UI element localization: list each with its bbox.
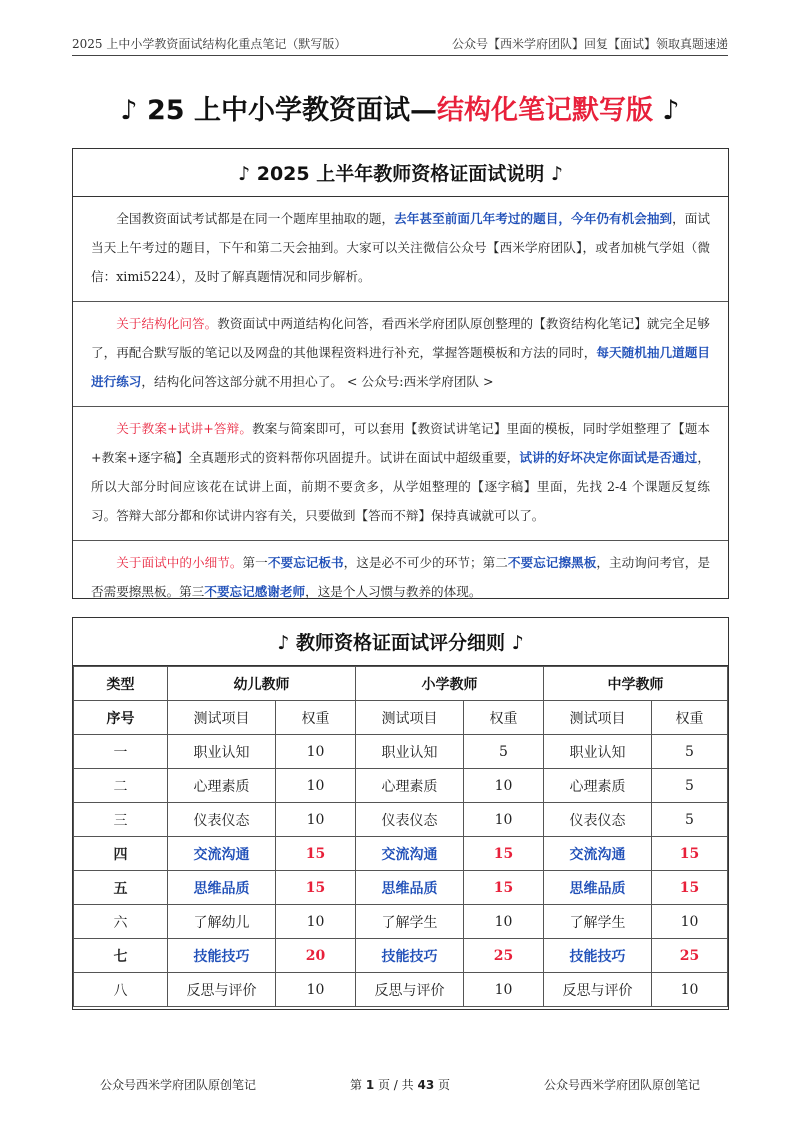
scoring-rules-box bbox=[72, 617, 729, 1010]
row-weight: 10 bbox=[276, 769, 356, 803]
intro-highlight: 去年甚至前面几年考过的题目，今年仍有机会抽到 bbox=[394, 211, 673, 226]
row-seq: 六 bbox=[74, 905, 168, 939]
row-item: 交流沟通 bbox=[381, 846, 438, 863]
row-item: 思维品质 bbox=[569, 880, 626, 897]
page-footer bbox=[100, 1076, 700, 1093]
structured-qa-text-c: ，结构化问答这部分就不用担心了。 < 公众号:西米学府团队 > bbox=[141, 374, 494, 389]
row-weight: 15 bbox=[493, 845, 514, 862]
row-item: 职业认知 bbox=[544, 735, 652, 769]
details-lead: 关于面试中的小细节。 bbox=[116, 555, 243, 570]
row-weight: 15 bbox=[305, 845, 326, 862]
row-weight: 5 bbox=[652, 769, 728, 803]
details-text-d: ，主动询问考官，是否需要擦黑板。第三 bbox=[91, 555, 711, 599]
page-current: 1 bbox=[365, 1078, 375, 1092]
row-weight: 10 bbox=[276, 735, 356, 769]
structured-qa-paragraph bbox=[73, 302, 728, 407]
row-item-cell bbox=[356, 871, 464, 905]
row-weight: 20 bbox=[305, 947, 326, 964]
details-text-e: ，这是个人习惯与教养的体现。 bbox=[305, 584, 482, 599]
row-item-cell bbox=[168, 837, 276, 871]
footer-right-text: 公众号西米学府团队原创笔记 bbox=[543, 1078, 700, 1092]
row-item: 技能技巧 bbox=[381, 948, 438, 965]
item-header: 测试项目 bbox=[544, 701, 652, 735]
details-highlight-3: 不要忘记感谢老师 bbox=[204, 584, 306, 599]
structured-qa-lead: 关于结构化问答。 bbox=[116, 316, 218, 331]
item-header: 测试项目 bbox=[168, 701, 276, 735]
row-item: 仪表仪态 bbox=[544, 803, 652, 837]
row-weight-cell bbox=[276, 939, 356, 973]
row-item: 交流沟通 bbox=[193, 846, 250, 863]
row-seq: 七 bbox=[74, 939, 168, 973]
row-item: 仪表仪态 bbox=[168, 803, 276, 837]
item-header: 测试项目 bbox=[356, 701, 464, 735]
table-row bbox=[74, 939, 728, 973]
lesson-plan-text-c: ，所以大部分时间应该花在试讲上面，前期不要贪多，从学姐整理的【逐字稿】里面，先找 2-4 个课题反复练习。答辩大部分都和你试讲内容有关，只要做到【答而不辩】保持真诚就可以了。 bbox=[91, 450, 710, 523]
row-item: 技能技巧 bbox=[569, 948, 626, 965]
row-item-cell bbox=[356, 837, 464, 871]
page-pre: 第 bbox=[349, 1078, 366, 1092]
row-weight: 5 bbox=[652, 803, 728, 837]
primary-header: 小学教师 bbox=[356, 667, 544, 701]
instructions-title: ♪ 2025 上半年教师资格证面试说明 ♪ bbox=[73, 149, 728, 197]
row-item: 心理素质 bbox=[356, 769, 464, 803]
intro-text-c: ，面试当天上午考过的题目，下午和第二天会抽到。大家可以关注微信公众号【西米学府团队】，或者加桃气学姐（微信：ximi5224），及时了解真题情况和同步解析。 bbox=[91, 211, 711, 284]
row-item: 反思与评价 bbox=[168, 973, 276, 1007]
title-suffix: ♪ bbox=[652, 95, 680, 126]
row-weight: 10 bbox=[464, 769, 544, 803]
row-weight: 15 bbox=[305, 879, 326, 896]
title-highlight: 结构化笔记默写版 bbox=[436, 95, 653, 126]
row-seq: 八 bbox=[74, 973, 168, 1007]
page-header bbox=[72, 36, 728, 56]
row-weight: 10 bbox=[652, 973, 728, 1007]
row-item-cell bbox=[544, 939, 652, 973]
table-row bbox=[74, 905, 728, 939]
row-weight-cell bbox=[652, 837, 728, 871]
details-paragraph bbox=[73, 541, 728, 616]
row-weight-cell bbox=[464, 837, 544, 871]
intro-text-a: 全国教资面试考试都是在同一个题库里抽取的题， bbox=[116, 211, 395, 226]
row-weight: 5 bbox=[464, 735, 544, 769]
kindergarten-header: 幼儿教师 bbox=[168, 667, 356, 701]
row-item: 心理素质 bbox=[544, 769, 652, 803]
row-item: 思维品质 bbox=[193, 880, 250, 897]
row-item: 职业认知 bbox=[356, 735, 464, 769]
table-row bbox=[74, 803, 728, 837]
details-text-c: ，这是必不可少的环节；第二 bbox=[343, 555, 508, 570]
row-weight: 25 bbox=[493, 947, 514, 964]
table-row bbox=[74, 837, 728, 871]
footer-left-text: 公众号西米学府团队原创笔记 bbox=[100, 1078, 257, 1092]
row-weight: 25 bbox=[679, 947, 700, 964]
lesson-plan-paragraph bbox=[73, 407, 728, 541]
details-text-a: 第一 bbox=[242, 555, 268, 570]
middle-header: 中学教师 bbox=[544, 667, 728, 701]
exam-instructions-box bbox=[72, 148, 729, 599]
row-item-cell bbox=[168, 939, 276, 973]
details-highlight-2: 不要忘记擦黑板 bbox=[507, 555, 597, 570]
row-item: 了解学生 bbox=[544, 905, 652, 939]
structured-qa-highlight: 每天随机抽几道题目进行练习 bbox=[91, 345, 711, 389]
row-weight-cell bbox=[276, 837, 356, 871]
row-weight-cell bbox=[276, 871, 356, 905]
row-seq: 三 bbox=[74, 803, 168, 837]
row-weight: 15 bbox=[679, 879, 700, 896]
title-prefix: ♪ 25 上中小学教资面试— bbox=[120, 95, 437, 126]
lesson-plan-highlight: 试讲的好坏决定你面试是否通过 bbox=[519, 450, 698, 465]
row-seq: 二 bbox=[74, 769, 168, 803]
page-number bbox=[350, 1076, 450, 1093]
weight-header: 权重 bbox=[652, 701, 728, 735]
page-total: 43 bbox=[417, 1078, 435, 1092]
row-seq: 一 bbox=[74, 735, 168, 769]
row-item-cell bbox=[168, 871, 276, 905]
row-item: 思维品质 bbox=[381, 880, 438, 897]
row-weight-cell bbox=[464, 939, 544, 973]
row-seq: 四 bbox=[74, 837, 168, 871]
row-weight: 15 bbox=[493, 879, 514, 896]
weight-header: 权重 bbox=[276, 701, 356, 735]
row-weight: 10 bbox=[464, 973, 544, 1007]
table-row bbox=[74, 973, 728, 1007]
row-item: 反思与评价 bbox=[356, 973, 464, 1007]
row-item: 心理素质 bbox=[168, 769, 276, 803]
weight-header: 权重 bbox=[464, 701, 544, 735]
page-mid: 页 / 共 bbox=[374, 1078, 418, 1092]
row-weight: 15 bbox=[679, 845, 700, 862]
lesson-plan-text-a: 教案与简案即可，可以套用【教资试讲笔记】里面的模板，同时学姐整理了【题本+教案+逐字稿】全真题形式的资料帮你巩固提升。试讲在面试中超级重要， bbox=[91, 421, 711, 465]
lesson-plan-lead: 关于教案+试讲+答辩。 bbox=[116, 421, 253, 436]
seq-header: 序号 bbox=[74, 701, 168, 735]
document-title bbox=[0, 88, 800, 127]
structured-qa-text-a: 教资面试中两道结构化问答，看西米学府团队原创整理的【教资结构化笔记】就完全足够了，再配合默写版的笔记以及网盘的其他课程资料进行补充，掌握答题模板和方法的同时， bbox=[91, 316, 711, 360]
table-row bbox=[74, 769, 728, 803]
row-weight: 10 bbox=[276, 803, 356, 837]
details-highlight-1: 不要忘记板书 bbox=[267, 555, 344, 570]
row-item: 仪表仪态 bbox=[356, 803, 464, 837]
row-weight: 10 bbox=[464, 905, 544, 939]
header-right-text: 公众号【西米学府团队】回复【面试】领取真题速递 bbox=[451, 37, 728, 51]
row-weight-cell bbox=[464, 871, 544, 905]
row-weight-cell bbox=[652, 871, 728, 905]
row-item: 反思与评价 bbox=[544, 973, 652, 1007]
row-item: 技能技巧 bbox=[193, 948, 250, 965]
table-row bbox=[74, 735, 728, 769]
row-weight: 5 bbox=[652, 735, 728, 769]
table-row bbox=[74, 871, 728, 905]
page-post: 页 bbox=[434, 1078, 451, 1092]
table-header-row bbox=[74, 667, 728, 701]
row-item: 了解学生 bbox=[356, 905, 464, 939]
row-item: 交流沟通 bbox=[569, 846, 626, 863]
row-item-cell bbox=[356, 939, 464, 973]
row-item: 了解幼儿 bbox=[168, 905, 276, 939]
row-weight: 10 bbox=[276, 905, 356, 939]
table-subheader-row bbox=[74, 701, 728, 735]
row-seq: 五 bbox=[74, 871, 168, 905]
row-weight: 10 bbox=[652, 905, 728, 939]
scoring-table bbox=[73, 666, 728, 1007]
row-weight-cell bbox=[652, 939, 728, 973]
row-item-cell bbox=[544, 837, 652, 871]
row-item-cell bbox=[544, 871, 652, 905]
row-weight: 10 bbox=[464, 803, 544, 837]
intro-paragraph bbox=[73, 197, 728, 302]
type-header: 类型 bbox=[74, 667, 168, 701]
scoring-title: ♪ 教师资格证面试评分细则 ♪ bbox=[73, 618, 728, 666]
row-weight: 10 bbox=[276, 973, 356, 1007]
header-left-text: 2025 上中小学教资面试结构化重点笔记（默写版） bbox=[72, 37, 347, 51]
row-item: 职业认知 bbox=[168, 735, 276, 769]
